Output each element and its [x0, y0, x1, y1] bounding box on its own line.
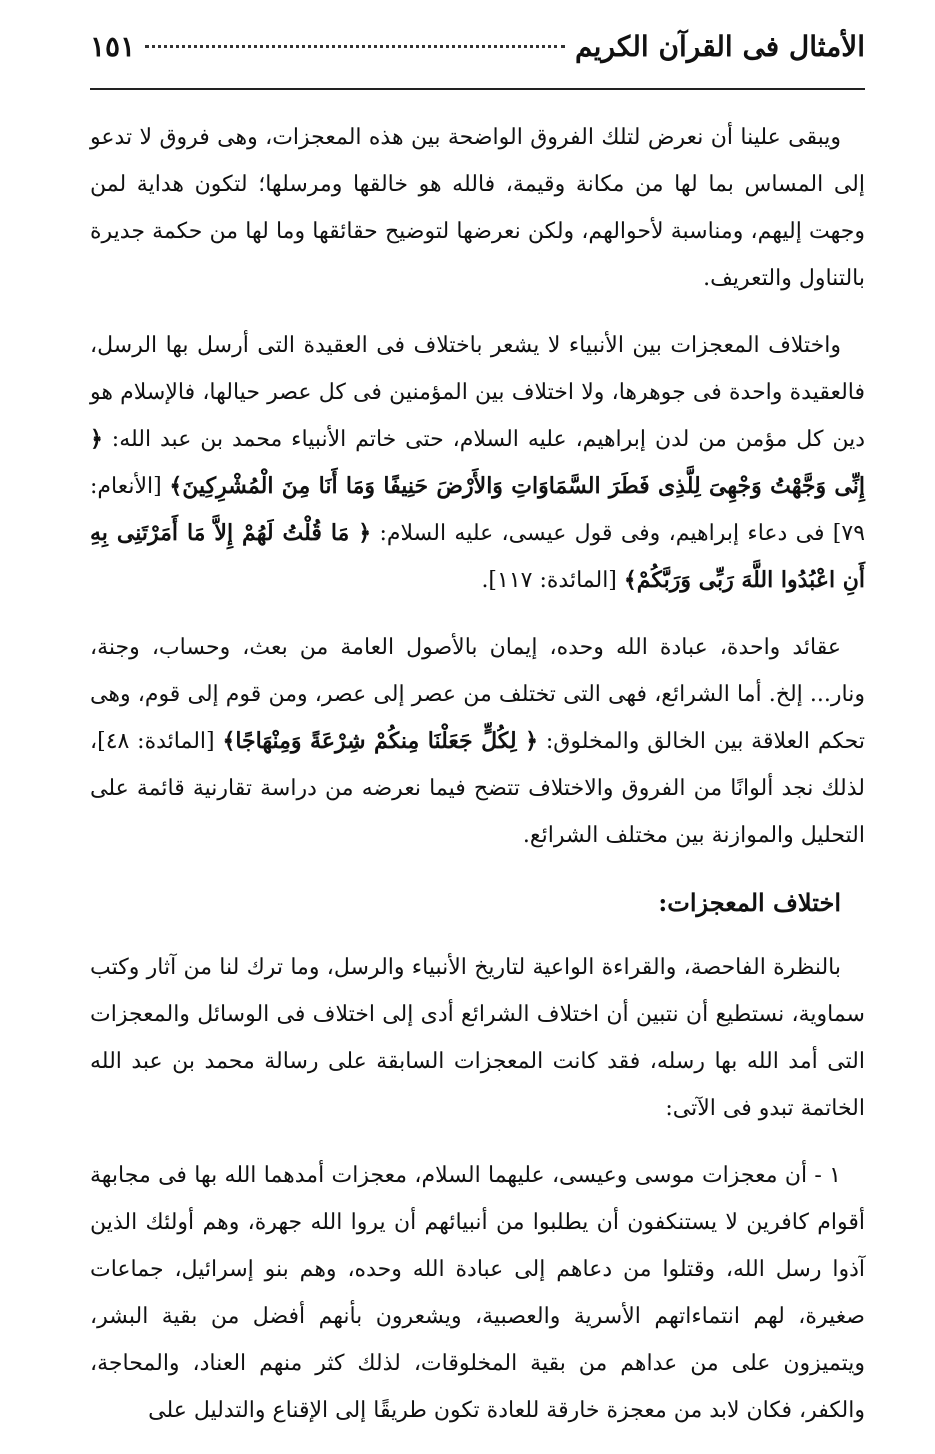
paragraph-2: [90, 322, 865, 604]
page-header: [90, 30, 865, 90]
paragraph-4: بالنظرة الفاحصة، والقراءة الواعية لتاريخ الأنبياء والرسل، وما ترك لنا من آثار وكتب سماوية، نستطيع أن نتبين أن اختلاف الشرائع أدى إلى اختلاف فى الوسائل والمعجزات التى أمد الله بها رسله، فقد كانت المعجزات السابقة على رسالة محمد بن عبد الله الخاتمة تبدو فى الآتى:: [90, 955, 865, 1121]
paragraph-1: ويبقى علينا أن نعرض لتلك الفروق الواضحة بين هذه المعجزات، وهى فروق لا تدعو إلى المساس بما لها من مكانة وقيمة، فالله هو خالقها ومرسلها؛ لتكون هداية لمن وجهت إليهم، ومناسبة لأحوالهم، ولكن نعرضها لتوضيح حقائقها وما لها من حكمة جديرة بالتناول والتعريف.: [90, 125, 865, 291]
quran-verse-maidah-48: ﴿ لِكُلٍّ جَعَلْنَا مِنكُمْ شِرْعَةً وَمِنْهَاجًا﴾: [222, 728, 539, 754]
paragraph-2-text-b: [الأنعام: ٧٩] فى دعاء إبراهيم، وفى قول عيسى، عليه السلام:: [90, 474, 866, 546]
running-title: الأمثال فى القرآن الكريم: [575, 30, 865, 63]
page-number: ١٥١: [90, 30, 136, 63]
dotted-leader: [145, 45, 565, 48]
quran-verse-maidah-117: ﴿ مَا قُلْتُ لَهُمْ إِلاَّ مَا أَمَرْتَنِى بِهِ أَنِ اعْبُدُوا اللَّهَ رَبِّى وَرَبَّكُمْ﴾: [90, 520, 865, 593]
quran-verse-anam-79: ﴿ إِنِّى وَجَّهْتُ وَجْهِىَ لِلَّذِى فَطَرَ السَّمَاوَاتِ وَالأَرْضَ حَنِيفًا وَمَا أَنَا مِنَ الْمُشْرِكِينَ﴾: [90, 426, 865, 499]
paragraph-5: ١ - أن معجزات موسى وعيسى، عليهما السلام، معجزات أمدهما الله بها فى مجابهة أقوام كافرين لا يستنكفون أن يطلبوا من أنبيائهم أن يروا الله جهرة، وهم أولئك الذين آذوا رسل الله، وقتلوا من دعاهم إلى عبادة الله وحده، وهم بنو إسرائيل، جماعات صغيرة، لهم انتماءاتهم الأسرية والعصبية، ويشعرون بأنهم أفضل من بقية البشر، ويتميزون على من عداهم من بقية المخلوقات، لذلك كثر منهم العناد، والمحاجة، والكفر، فكان لابد من معجزة خارقة للعادة تكون طريقًا إلى الإقناع والتدليل على: [90, 1163, 865, 1423]
paragraph-3: [90, 624, 865, 859]
document-page: [90, 30, 865, 1454]
paragraph-3-text-b: [المائدة: ٤٨]، لذلك نجد ألوانًا من الفروق والاختلاف تتضح فيما نعرضه من دراسة تقارنية قائمة على التحليل والموازنة بين مختلف الشرائع.: [90, 729, 865, 848]
paragraph-3-text-a: عقائد واحدة، عبادة الله وحده، إيمان بالأصول العامة من بعث، وحساب، وجنة، ونار... إلخ. أما الشرائع، فهى التى تختلف من عصر إلى عصر، ومن قوم إلى قوم، وهى تحكم العلاقة بين الخالق والمخلوق:: [90, 635, 865, 754]
section-heading: اختلاف المعجزات:: [658, 888, 841, 917]
body-text: [90, 114, 865, 1434]
paragraph-2-text-a: واختلاف المعجزات بين الأنبياء لا يشعر باختلاف فى العقيدة التى أرسل بها الرسل، فالعقيدة واحدة فى جوهرها، ولا اختلاف بين المؤمنين فى كل عصر حيالها، فالإسلام هو دين كل مؤمن من لدن إبراهيم، عليه السلام، حتى خاتم الأنبياء محمد بن عبد الله:: [90, 333, 865, 452]
paragraph-2-text-c: [المائدة: ١١٧].: [481, 568, 624, 593]
